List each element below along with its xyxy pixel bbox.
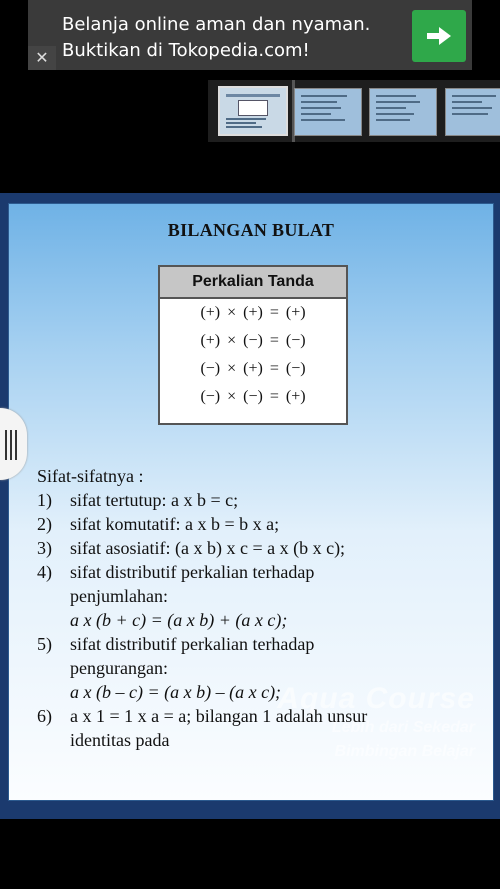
item-number: 3) bbox=[37, 538, 52, 558]
slide-view[interactable] bbox=[0, 193, 500, 819]
table-row: (−) × (−) = (+) bbox=[200, 388, 306, 405]
item-continuation: pengurangan: bbox=[70, 658, 168, 678]
close-ad-button[interactable] bbox=[28, 46, 56, 70]
arrow-right-icon bbox=[425, 25, 453, 47]
slide-thumbnail-1[interactable] bbox=[218, 86, 288, 136]
slide-thumbnail-strip[interactable] bbox=[208, 80, 500, 142]
ad-text[interactable] bbox=[62, 12, 370, 64]
slide-content bbox=[8, 203, 494, 801]
slide-thumbnail-3[interactable] bbox=[369, 88, 437, 136]
watermark-line-1: Lebih dari Sekedar bbox=[331, 719, 475, 736]
sign-multiplication-table bbox=[158, 265, 348, 425]
list-item bbox=[37, 704, 463, 728]
slide-thumbnail-2[interactable] bbox=[294, 88, 362, 136]
handle-grip-icon bbox=[5, 430, 7, 460]
list-item bbox=[37, 488, 463, 512]
item-text: sifat asosiatif: (a x b) x c = a x (b x c); bbox=[70, 538, 346, 558]
item-number: 1) bbox=[37, 490, 52, 510]
list-item bbox=[37, 536, 463, 560]
properties-list bbox=[37, 464, 463, 752]
item-text: sifat komutatif: a x b = b x a; bbox=[70, 514, 280, 534]
list-item bbox=[37, 632, 463, 656]
ad-line-2: Buktikan di Tokopedia.com! bbox=[62, 40, 310, 61]
item-number: 6) bbox=[37, 706, 52, 726]
item-continuation: penjumlahan: bbox=[70, 586, 168, 606]
table-row: (−) × (+) = (−) bbox=[200, 360, 306, 377]
item-number: 2) bbox=[37, 514, 52, 534]
item-formula: a x (b – c) = (a x b) – (a x c); bbox=[70, 682, 282, 702]
item-continuation: identitas pada bbox=[70, 730, 170, 750]
list-item bbox=[37, 512, 463, 536]
close-icon: ✕ bbox=[35, 48, 49, 67]
handle-grip-line bbox=[15, 430, 17, 460]
slide-title: BILANGAN BULAT bbox=[167, 220, 335, 240]
item-text: a x 1 = 1 x a = a; bilangan 1 adalah unsur bbox=[70, 706, 368, 726]
table-row: (+) × (+) = (+) bbox=[200, 304, 306, 321]
list-intro: Sifat-sifatnya : bbox=[37, 466, 144, 486]
watermark-brand: Aqua Course bbox=[277, 682, 475, 715]
ad-cta-button[interactable] bbox=[412, 10, 466, 62]
item-text: sifat distributif perkalian terhadap bbox=[70, 634, 315, 654]
item-text: sifat distributif perkalian terhadap bbox=[70, 562, 315, 582]
ad-banner[interactable] bbox=[28, 0, 472, 70]
table-row: (+) × (−) = (−) bbox=[200, 332, 306, 349]
watermark-line-2: Bimbingan Belajar bbox=[334, 743, 475, 760]
list-item bbox=[37, 560, 463, 584]
ad-line-1: Belanja online aman dan nyaman. bbox=[62, 14, 371, 35]
item-number: 4) bbox=[37, 562, 52, 582]
item-formula: a x (b + c) = (a x b) + (a x c); bbox=[70, 610, 288, 630]
handle-grip-line bbox=[10, 430, 12, 460]
slide-thumbnail-4[interactable] bbox=[445, 88, 500, 136]
item-text: sifat tertutup: a x b = c; bbox=[70, 490, 239, 510]
item-number: 5) bbox=[37, 634, 52, 654]
table-header: Perkalian Tanda bbox=[160, 267, 346, 299]
